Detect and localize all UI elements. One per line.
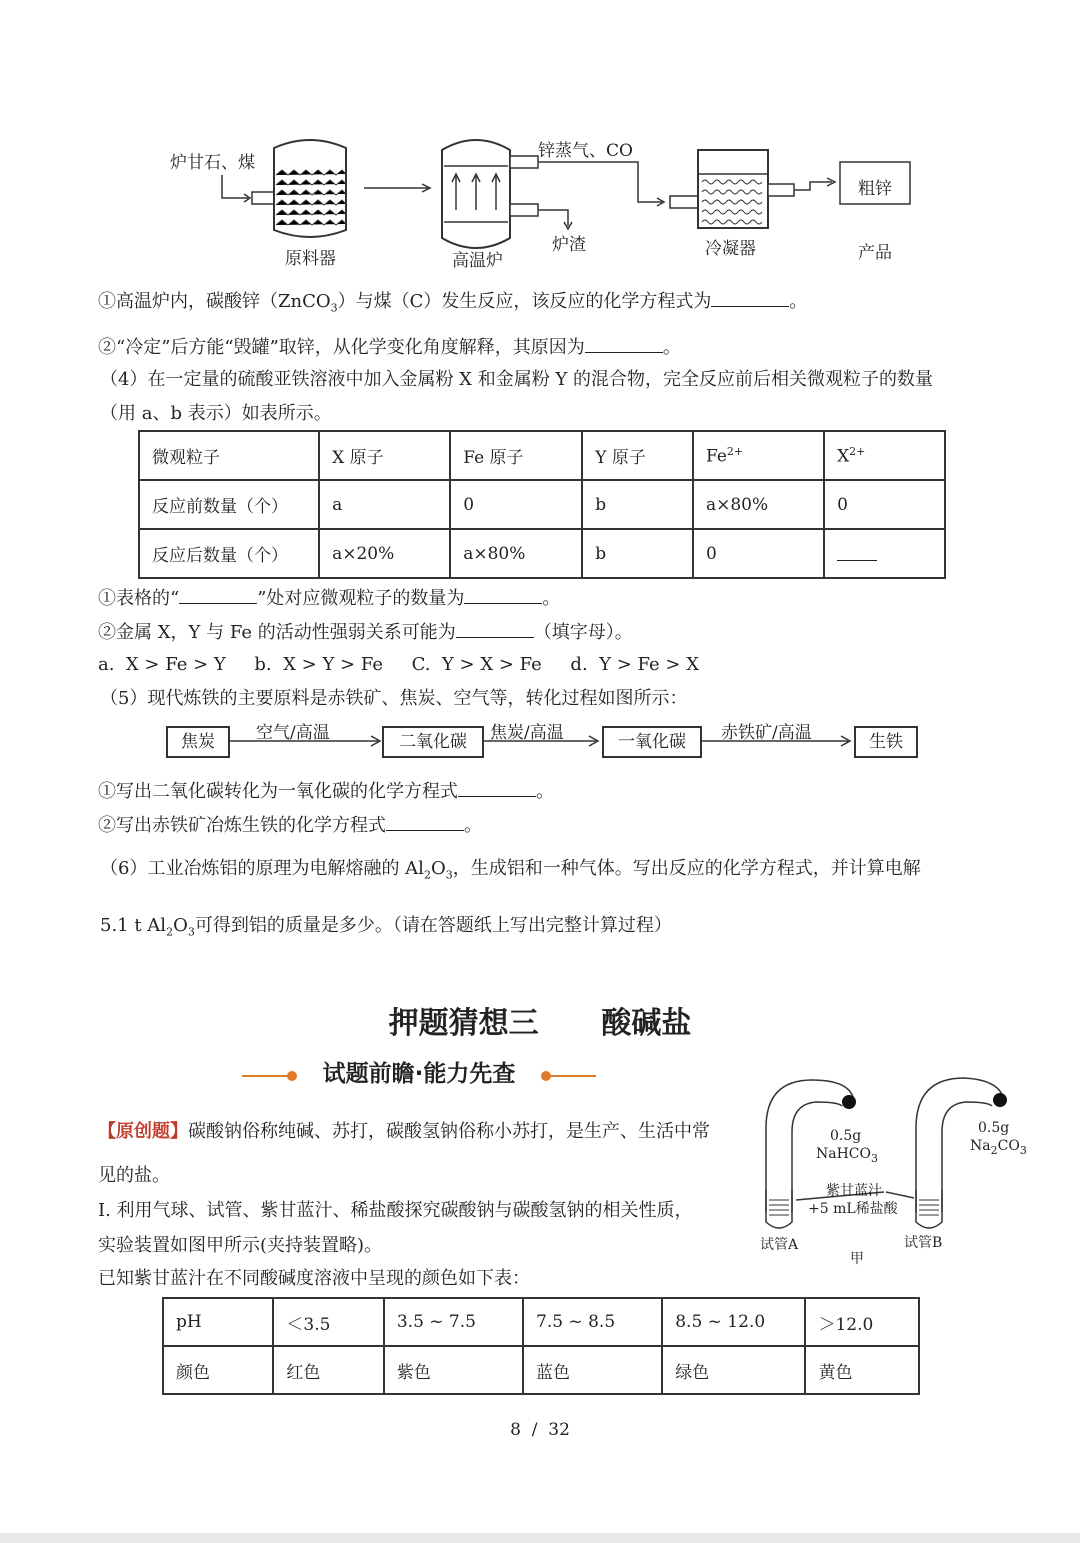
flow-box-co: 一氧化碳 <box>602 726 702 758</box>
liquid-label-1: 紫甘蓝汁 <box>826 1183 882 1199</box>
page-number: 8 / 32 <box>510 1420 570 1440</box>
original-line1: 【原创题】碳酸钠俗称纯碱、苏打，碳酸氢钠俗称小苏打，是生产、生活中常 <box>98 1121 710 1142</box>
ph-color-table <box>162 1297 920 1395</box>
slag-label: 炉渣 <box>552 235 586 255</box>
table-row: 微观粒子 X 原子 Fe 原子 Y 原子 $Fe^{2+}$ $X^{2+}$ <box>139 431 945 480</box>
section-title: 押题猜想三 酸碱盐 <box>388 1006 692 1041</box>
iron-flow-diagram <box>166 716 926 764</box>
tube-b-chemical: $Na_2CO_3$ <box>970 1138 1027 1157</box>
apparatus-figure <box>752 1072 1042 1272</box>
furnace-label: 高温炉 <box>452 251 503 271</box>
table-row: 反应后数量（个） a×20% a×80% b 0 <box>139 529 945 578</box>
answer-blank[interactable] <box>456 619 534 638</box>
q3-line2: ②“冷定”后方能“毁罐”取锌，从化学变化角度解释，其原因为 。 <box>98 334 681 360</box>
q5-line: （5）现代炼铁的主要原料是赤铁矿、焦炭、空气等，转化过程如图所示： <box>100 688 688 709</box>
tube-a-label: 试管A <box>760 1237 799 1253</box>
liquid-label-2: +5 mL稀盐酸 <box>808 1201 898 1217</box>
answer-blank[interactable] <box>585 334 663 353</box>
q4-options: a. X > Fe > Y b. X > Y > Fe C. Y > X > Fe d. Y > Fe > X <box>98 654 700 675</box>
original-line3: I. 利用气球、试管、紫甘蓝汁、稀盐酸探究碳酸钠与碳酸氢钠的相关性质， <box>98 1200 693 1221</box>
q4-line2: （用 a、b 表示）如表所示。 <box>100 403 332 424</box>
flow-box-pig-iron: 生铁 <box>854 726 918 758</box>
section-subtitle-bar <box>240 1058 600 1094</box>
table-row: 颜色 红色 紫色 蓝色 绿色 黄色 <box>163 1346 919 1394</box>
product-label: 产品 <box>858 243 892 263</box>
tube-a-mass: 0.5g <box>830 1128 862 1144</box>
condenser-label: 冷凝器 <box>705 239 756 259</box>
q6-line2: 5.1 t $Al_2O_3$可得到铝的质量是多少。（请在答题纸上写出完整计算过程） <box>100 915 672 939</box>
table-row: pH ＜3.5 3.5 ~ 7.5 7.5 ~ 8.5 8.5 ~ 12.0 ＞12.0 <box>163 1298 919 1346</box>
tube-a-chemical: NaHCO$_3$ <box>816 1146 878 1165</box>
q4-sub1: ①表格的“ ”处对应微观粒子的数量为 。 <box>98 585 560 611</box>
q3-line1: ①高温炉内，碳酸锌（ZnCO$_3$）与煤（C）发生反应，该反应的化学方程式为 。 <box>98 288 807 321</box>
flow-box-co2: 二氧化碳 <box>382 726 484 758</box>
zinc-process-diagram <box>160 130 940 270</box>
original-line2: 见的盐。 <box>98 1165 170 1186</box>
arrow-label-air: 空气/高温 <box>256 723 330 743</box>
q5-sub1: ①写出二氧化碳转化为一氧化碳的化学方程式 。 <box>98 778 554 804</box>
raw-material-label: 原料器 <box>285 249 336 269</box>
particle-table <box>138 430 946 579</box>
figure-label: 甲 <box>850 1251 864 1267</box>
section-subtitle: 试题前瞻·能力先查 <box>322 1061 516 1087</box>
vapor-label: 锌蒸气、CO <box>538 141 633 161</box>
original-line4: 实验装置如图甲所示(夹持装置略)。 <box>98 1235 383 1256</box>
original-line5: 已知紫甘蓝汁在不同酸碱度溶液中呈现的颜色如下表： <box>98 1268 530 1289</box>
crude-zinc-box: 粗锌 <box>858 179 892 199</box>
q6-line1: （6）工业冶炼铝的原理为电解熔融的 $Al_2O_3$，生成铝和一种气体。写出反应的化学方程式，并计算电解 <box>100 858 921 882</box>
answer-blank[interactable] <box>458 778 536 797</box>
input-label: 炉甘石、煤 <box>170 153 255 173</box>
answer-blank[interactable] <box>179 585 257 604</box>
tube-b-label: 试管B <box>904 1235 943 1251</box>
original-tag: 【原创题】 <box>98 1121 188 1142</box>
arrow-label-hematite: 赤铁矿/高温 <box>721 723 812 743</box>
tube-b-mass: 0.5g <box>978 1120 1010 1136</box>
q5-sub2: ②写出赤铁矿冶炼生铁的化学方程式 。 <box>98 812 482 838</box>
flow-box-coke: 焦炭 <box>166 726 230 758</box>
table-answer-blank[interactable] <box>837 542 877 561</box>
answer-blank[interactable] <box>386 812 464 831</box>
arrow-label-coke: 焦炭/高温 <box>490 723 564 743</box>
q4-line1: （4）在一定量的硫酸亚铁溶液中加入金属粉 X 和金属粉 Y 的混合物，完全反应前后相关微观粒子的数量 <box>100 369 934 390</box>
answer-blank[interactable] <box>711 288 789 307</box>
table-row: 反应前数量（个） a 0 b a×80% 0 <box>139 480 945 529</box>
answer-blank[interactable] <box>464 585 542 604</box>
footer-bar <box>0 1533 1080 1543</box>
q4-sub2: ②金属 X，Y 与 Fe 的活动性强弱关系可能为 （填字母）。 <box>98 619 633 645</box>
